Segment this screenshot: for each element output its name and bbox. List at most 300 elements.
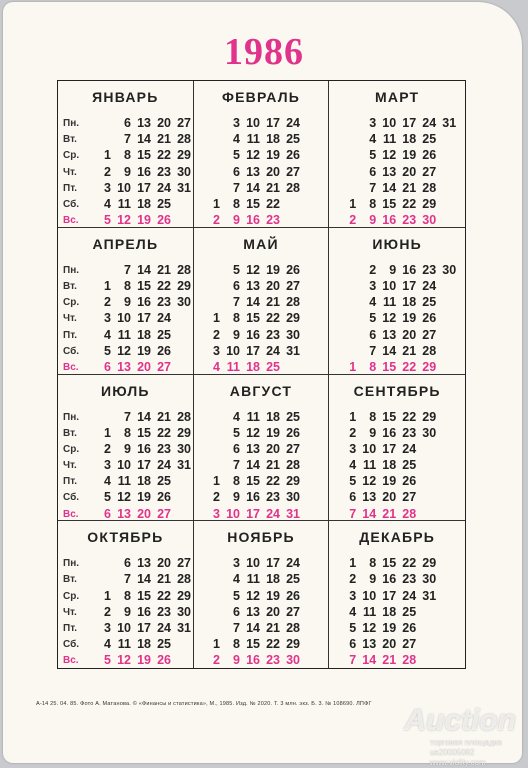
day-number: 3	[369, 116, 377, 130]
day-number: 2	[349, 425, 357, 440]
day-number: 14	[137, 262, 151, 277]
day-number: 12	[382, 148, 397, 163]
day-number	[201, 132, 221, 148]
day-number	[437, 279, 457, 295]
day-number	[201, 442, 221, 458]
day-number: 6	[233, 164, 240, 179]
day-number: 26	[286, 425, 300, 440]
day-number: 27	[286, 441, 300, 456]
day-number	[337, 295, 357, 311]
day-number: 21	[266, 295, 280, 310]
month-block	[194, 81, 330, 228]
day-number	[437, 572, 457, 588]
day-number: 18	[382, 458, 397, 473]
day-number: 24	[402, 441, 417, 456]
day-number	[301, 653, 321, 669]
day-number: 10	[117, 458, 131, 473]
day-number: 6	[104, 359, 111, 374]
day-number	[417, 621, 437, 637]
day-number: 18	[266, 572, 280, 587]
day-number	[92, 556, 112, 572]
day-number: 1	[349, 556, 357, 571]
day-number: 21	[266, 621, 280, 635]
month-name: АВГУСТ	[229, 382, 293, 399]
day-number: 22	[402, 409, 417, 424]
day-number	[172, 490, 192, 506]
day-number: 20	[266, 164, 280, 179]
day-number: 1	[104, 425, 111, 440]
day-number: 25	[286, 572, 300, 587]
month-block	[329, 81, 465, 228]
day-number: 16	[246, 653, 260, 668]
day-number	[417, 637, 437, 653]
day-number: 23	[266, 327, 280, 342]
day-number	[301, 295, 321, 311]
day-number: 7	[233, 621, 240, 635]
day-number: 4	[233, 409, 240, 424]
day-number: 25	[422, 132, 437, 147]
day-number: 29	[422, 196, 437, 211]
day-number	[172, 328, 192, 344]
weekday-label: Сб.	[63, 198, 80, 210]
day-number	[201, 116, 221, 132]
weekday-label: Вт.	[63, 427, 77, 439]
day-number	[172, 637, 192, 653]
day-number	[301, 605, 321, 621]
day-number: 20	[402, 164, 417, 179]
month-name: ИЮЛЬ	[101, 382, 150, 399]
day-number	[437, 165, 457, 181]
day-number	[301, 426, 321, 442]
day-number: 25	[402, 604, 417, 619]
day-number: 13	[382, 164, 397, 179]
day-number: 26	[422, 148, 437, 163]
weekday-label: Пт.	[63, 182, 77, 194]
day-number: 30	[177, 295, 191, 310]
day-number: 17	[246, 506, 260, 521]
weekday-label: Чт.	[63, 606, 77, 618]
day-number: 3	[104, 180, 111, 195]
day-number: 12	[362, 474, 377, 489]
day-number: 30	[177, 441, 191, 456]
day-number: 19	[382, 621, 397, 635]
day-number: 29	[286, 311, 300, 326]
day-number: 7	[124, 572, 131, 587]
day-number: 1	[213, 311, 220, 326]
day-number	[172, 197, 192, 213]
day-number: 21	[382, 653, 397, 668]
day-number	[172, 653, 192, 669]
day-number: 17	[137, 180, 151, 195]
day-number: 14	[246, 458, 260, 473]
day-number: 16	[246, 327, 260, 342]
day-number	[437, 311, 457, 327]
month-name: ДЕКАБРЬ	[359, 529, 436, 546]
day-number	[437, 295, 457, 311]
day-number: 24	[422, 278, 437, 293]
day-number: 27	[157, 359, 171, 374]
day-number: 26	[157, 213, 171, 228]
day-number: 27	[286, 278, 300, 293]
day-number: 11	[117, 474, 131, 489]
day-number: 3	[104, 621, 111, 635]
day-number: 14	[362, 506, 377, 521]
day-number	[301, 344, 321, 360]
day-number: 5	[104, 490, 111, 505]
day-number	[301, 197, 321, 213]
day-number: 20	[137, 359, 151, 374]
day-number: 13	[362, 490, 377, 505]
day-number	[437, 490, 457, 506]
day-number: 19	[382, 474, 397, 489]
day-number: 8	[124, 148, 131, 163]
day-number: 18	[382, 604, 397, 619]
day-number: 23	[157, 604, 171, 619]
day-number: 12	[117, 653, 131, 668]
day-number: 14	[246, 295, 260, 310]
day-number	[337, 344, 357, 360]
day-number: 27	[402, 637, 417, 652]
day-number: 13	[117, 506, 131, 521]
day-number	[201, 426, 221, 442]
month-block	[329, 375, 465, 522]
month-name: ИЮНЬ	[372, 235, 422, 252]
day-number: 29	[177, 425, 191, 440]
day-number: 30	[177, 164, 191, 179]
day-number: 30	[286, 327, 300, 342]
day-number: 27	[286, 604, 300, 619]
day-number: 23	[157, 295, 171, 310]
day-number: 1	[349, 359, 357, 374]
day-number: 6	[233, 441, 240, 456]
day-number: 24	[422, 116, 437, 130]
day-number: 24	[157, 458, 171, 473]
day-number	[92, 410, 112, 426]
day-number: 5	[349, 621, 357, 635]
day-number: 22	[266, 311, 280, 326]
day-number: 10	[117, 180, 131, 195]
day-number: 28	[402, 653, 417, 668]
calendar-year: 1986	[224, 31, 304, 73]
day-number: 12	[246, 262, 260, 277]
day-number: 16	[382, 425, 397, 440]
day-number: 18	[402, 132, 417, 147]
day-number: 5	[104, 653, 111, 668]
month-block	[329, 228, 465, 375]
day-number: 12	[362, 621, 377, 635]
day-number: 12	[246, 588, 260, 603]
day-number: 26	[422, 311, 437, 326]
day-number	[201, 279, 221, 295]
day-number: 6	[349, 637, 357, 652]
day-number: 10	[226, 343, 240, 358]
day-grid	[333, 556, 461, 669]
day-number: 4	[369, 295, 377, 310]
day-number: 10	[117, 621, 131, 635]
day-number: 8	[369, 556, 377, 571]
day-number: 21	[266, 458, 280, 473]
day-number: 2	[104, 295, 111, 310]
day-number	[437, 589, 457, 605]
day-number: 1	[104, 588, 111, 603]
day-number: 2	[213, 327, 220, 342]
day-number	[301, 311, 321, 327]
day-number: 27	[422, 164, 437, 179]
day-number: 27	[177, 116, 191, 130]
day-number: 16	[137, 604, 151, 619]
day-number: 29	[177, 148, 191, 163]
day-number: 15	[382, 196, 397, 211]
day-number: 2	[213, 653, 220, 668]
day-number: 9	[124, 164, 131, 179]
day-number: 17	[402, 278, 417, 293]
day-number	[337, 263, 357, 279]
day-number: 19	[137, 213, 151, 228]
day-number: 1	[104, 148, 111, 163]
day-number: 15	[137, 148, 151, 163]
day-number: 11	[117, 327, 131, 342]
day-number	[301, 279, 321, 295]
day-number	[301, 621, 321, 637]
day-number: 2	[349, 213, 357, 228]
day-number	[437, 181, 457, 197]
month-grid	[57, 80, 466, 669]
day-grid	[92, 116, 193, 229]
day-number	[201, 263, 221, 279]
day-number: 11	[117, 637, 131, 652]
day-number: 4	[104, 196, 111, 211]
day-number: 25	[157, 637, 171, 652]
day-number: 11	[382, 132, 397, 147]
weekday-label: Пн.	[63, 264, 80, 276]
day-number: 27	[402, 490, 417, 505]
day-number: 2	[213, 213, 220, 228]
day-number: 2	[213, 490, 220, 505]
day-number	[437, 605, 457, 621]
day-number: 25	[157, 327, 171, 342]
day-number: 27	[422, 327, 437, 342]
day-number: 7	[233, 180, 240, 195]
day-number: 1	[213, 196, 220, 211]
day-number: 10	[362, 441, 377, 456]
day-number	[301, 572, 321, 588]
day-number: 25	[286, 132, 300, 147]
day-number: 28	[286, 621, 300, 635]
day-number	[437, 556, 457, 572]
day-number: 23	[266, 213, 280, 228]
day-number: 7	[124, 132, 131, 147]
day-number: 15	[246, 474, 260, 489]
weekday-label: Вс.	[63, 215, 79, 227]
day-number: 20	[137, 506, 151, 521]
day-number: 29	[286, 637, 300, 652]
day-number: 22	[157, 425, 171, 440]
watermark-line: торговая площадка	[429, 738, 502, 747]
day-number: 31	[286, 506, 300, 521]
day-number: 3	[104, 458, 111, 473]
day-number: 23	[402, 572, 417, 587]
day-number: 31	[442, 116, 457, 130]
day-number	[201, 605, 221, 621]
day-number: 28	[177, 132, 191, 147]
day-number: 20	[266, 441, 280, 456]
day-number	[201, 165, 221, 181]
day-number: 10	[246, 116, 260, 130]
day-number: 16	[382, 213, 397, 228]
day-number	[337, 165, 357, 181]
day-number: 17	[137, 458, 151, 473]
day-number: 7	[349, 653, 357, 668]
day-number: 19	[137, 343, 151, 358]
day-number	[201, 572, 221, 588]
month-block	[58, 81, 194, 228]
day-number: 25	[157, 474, 171, 489]
day-number: 17	[402, 116, 417, 130]
month-name: МАРТ	[375, 89, 420, 105]
day-number: 12	[246, 425, 260, 440]
day-number: 5	[233, 148, 240, 163]
day-number: 3	[349, 441, 357, 456]
weekday-label: Ср.	[63, 297, 80, 309]
day-number: 22	[157, 148, 171, 163]
day-grid	[92, 263, 193, 376]
day-number: 5	[349, 474, 357, 489]
weekday-label: Вс.	[63, 508, 79, 520]
day-number: 20	[402, 327, 417, 342]
day-number	[201, 295, 221, 311]
day-number: 30	[286, 653, 300, 668]
day-number: 8	[124, 425, 131, 440]
day-number: 20	[157, 556, 171, 571]
day-number: 31	[177, 458, 191, 473]
day-number: 6	[369, 164, 377, 179]
day-number	[201, 589, 221, 605]
day-number: 1	[349, 196, 357, 211]
day-number: 22	[157, 278, 171, 293]
day-number: 24	[157, 311, 171, 326]
weekday-label: Ср.	[63, 150, 80, 162]
day-number	[301, 116, 321, 132]
day-number: 2	[349, 572, 357, 587]
day-number: 22	[402, 359, 417, 374]
day-number: 15	[246, 311, 260, 326]
day-number: 30	[177, 604, 191, 619]
day-number: 16	[402, 262, 417, 277]
day-number: 2	[104, 164, 111, 179]
day-number: 11	[226, 359, 240, 374]
day-number: 1	[104, 278, 111, 293]
day-number	[301, 165, 321, 181]
day-number: 10	[246, 556, 260, 571]
day-number: 13	[137, 116, 151, 130]
day-number: 18	[402, 295, 417, 310]
day-number: 9	[369, 213, 377, 228]
weekday-label: Ср.	[63, 590, 80, 602]
day-number: 18	[137, 196, 151, 211]
day-number: 21	[382, 506, 397, 521]
day-number	[301, 132, 321, 148]
day-number: 6	[124, 116, 131, 130]
day-number: 19	[266, 425, 280, 440]
day-number: 13	[246, 441, 260, 456]
day-number: 19	[402, 311, 417, 326]
weekday-label: Чт.	[63, 166, 77, 178]
day-number: 31	[422, 588, 437, 603]
day-number: 24	[286, 556, 300, 571]
day-number: 1	[213, 637, 220, 652]
day-number: 26	[157, 490, 171, 505]
day-number: 16	[137, 164, 151, 179]
day-number	[337, 116, 357, 132]
day-number: 26	[286, 588, 300, 603]
day-number: 30	[422, 425, 437, 440]
day-number: 6	[369, 327, 377, 342]
day-number: 12	[246, 148, 260, 163]
day-number: 15	[382, 556, 397, 571]
day-number: 13	[246, 164, 260, 179]
day-number: 24	[286, 116, 300, 130]
day-number: 17	[137, 621, 151, 635]
day-number: 24	[402, 588, 417, 603]
day-number: 14	[246, 180, 260, 195]
month-name: ЯНВАРЬ	[92, 89, 159, 105]
day-number: 11	[117, 196, 131, 211]
day-number: 14	[382, 343, 397, 358]
day-number: 4	[233, 132, 240, 147]
print-imprint: А-14 25. 04. 85. Фото А. Матанова. © «Финансы и статистика», М., 1985. Изд. № 2020. Т. 3 млн. экз. Б. 3. № 108690. ЛПФГ	[36, 701, 372, 707]
day-number: 28	[177, 262, 191, 277]
day-number: 18	[137, 327, 151, 342]
day-number: 1	[213, 474, 220, 489]
day-number	[437, 410, 457, 426]
day-number: 26	[402, 474, 417, 489]
day-number: 8	[233, 637, 240, 652]
day-number: 11	[362, 458, 377, 473]
day-number	[417, 490, 437, 506]
day-number: 13	[117, 359, 131, 374]
day-number: 20	[266, 604, 280, 619]
weekday-labels	[63, 263, 79, 376]
day-number	[437, 148, 457, 164]
day-number	[92, 116, 112, 132]
day-number	[337, 148, 357, 164]
day-number: 24	[266, 506, 280, 521]
day-number: 14	[246, 621, 260, 635]
weekday-label: Пт.	[63, 329, 77, 341]
day-grid	[198, 263, 325, 376]
day-number: 26	[286, 148, 300, 163]
day-number	[301, 410, 321, 426]
day-number: 4	[349, 604, 357, 619]
day-number: 2	[104, 604, 111, 619]
day-number: 10	[382, 116, 397, 130]
day-number: 20	[382, 490, 397, 505]
day-number: 10	[117, 311, 131, 326]
day-number: 5	[233, 262, 240, 277]
day-number: 11	[246, 572, 260, 587]
month-block	[58, 521, 194, 668]
day-number: 5	[104, 213, 111, 228]
day-number: 31	[177, 621, 191, 635]
day-number: 26	[402, 621, 417, 635]
day-number: 7	[369, 343, 377, 358]
day-number: 14	[137, 572, 151, 587]
day-number: 3	[369, 278, 377, 293]
day-number	[301, 589, 321, 605]
day-number: 29	[177, 588, 191, 603]
day-number: 23	[266, 490, 280, 505]
day-number: 28	[422, 343, 437, 358]
